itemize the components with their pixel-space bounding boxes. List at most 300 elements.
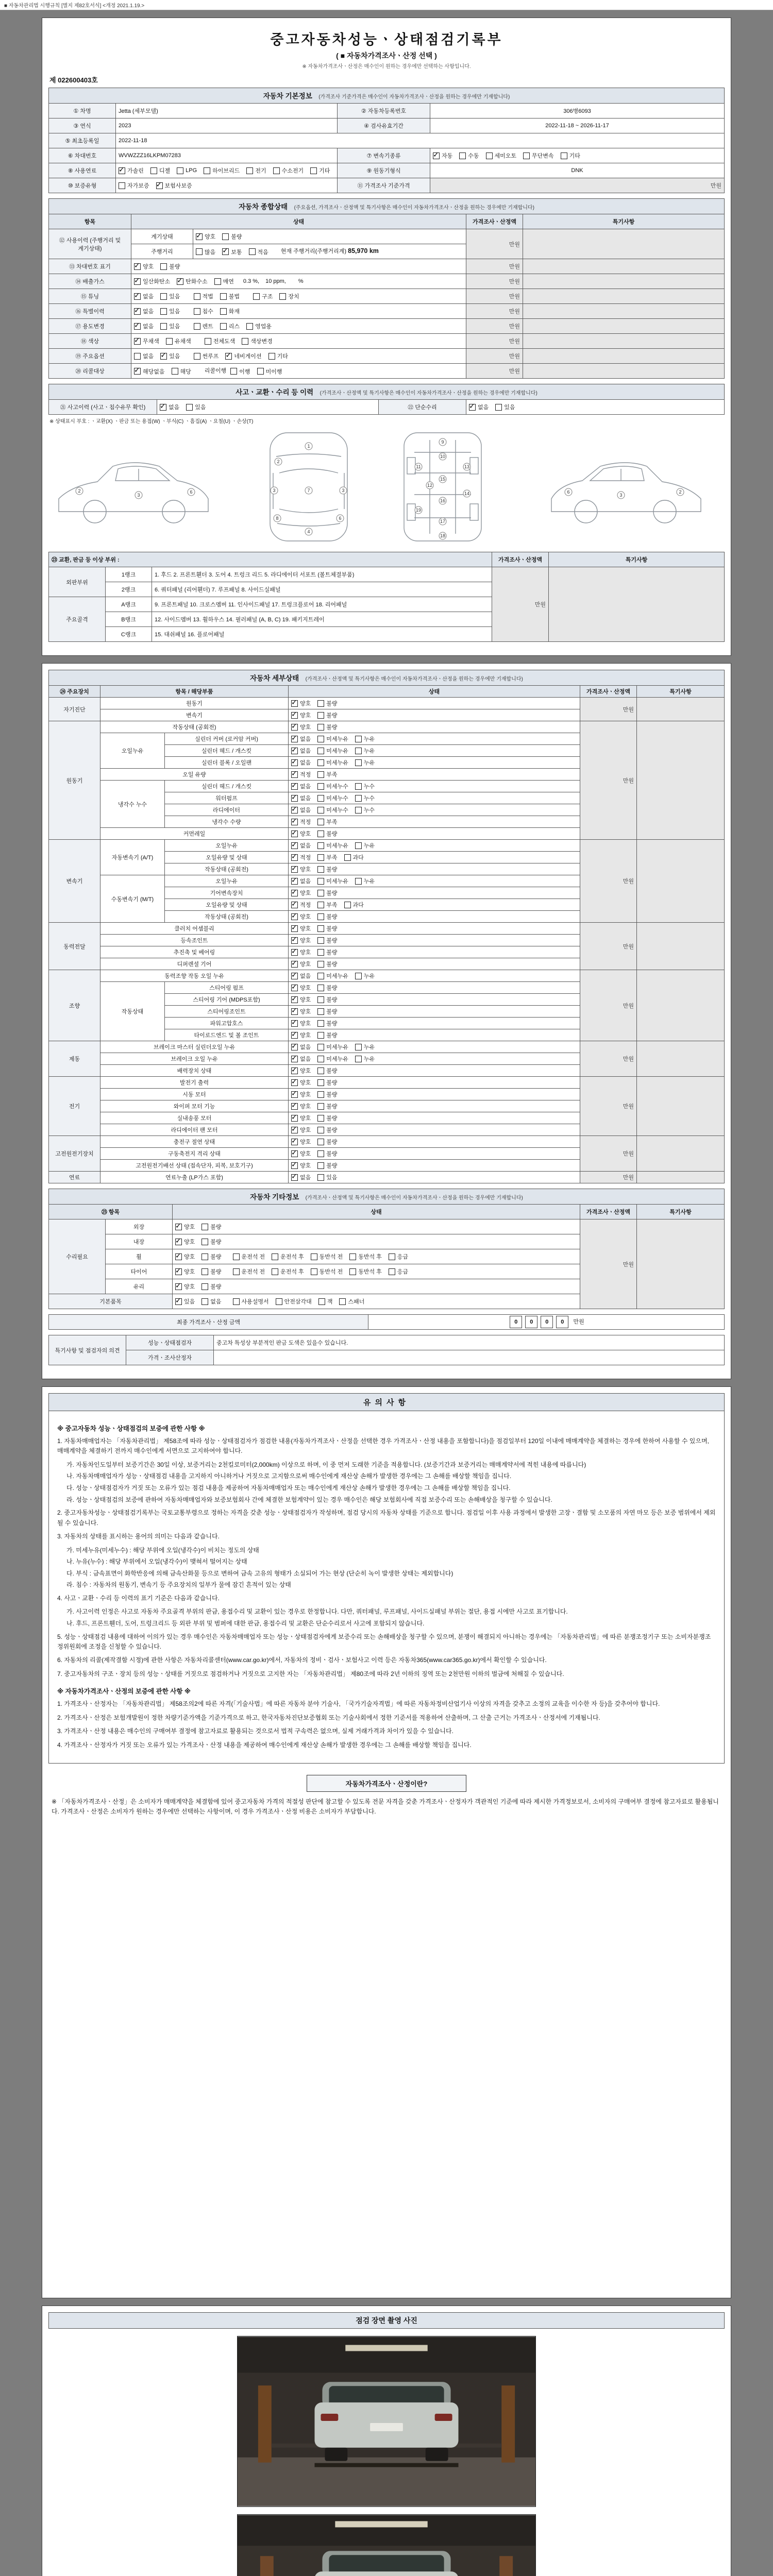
unchecked-box-icon[interactable]: [246, 323, 253, 330]
unchecked-box-icon[interactable]: [355, 842, 362, 849]
checkbox-option-있음[interactable]: [160, 352, 180, 360]
unchecked-box-icon[interactable]: [279, 293, 286, 300]
checkbox-option-없음[interactable]: [160, 403, 179, 411]
unchecked-box-icon[interactable]: [276, 1298, 282, 1305]
checkbox-option-세미오토[interactable]: [486, 151, 517, 160]
unchecked-box-icon[interactable]: [242, 338, 248, 345]
checkbox-option-해당없음[interactable]: [134, 367, 165, 376]
checkbox-option-미세누유[interactable]: [317, 1055, 348, 1063]
unchecked-box-icon[interactable]: [339, 1298, 346, 1305]
checkbox-option-동반석 전[interactable]: [311, 1252, 343, 1261]
checkbox-option-전체도색[interactable]: [205, 337, 236, 345]
unchecked-box-icon[interactable]: [233, 1268, 240, 1275]
checkbox-option-부족[interactable]: [317, 818, 337, 826]
unchecked-box-icon[interactable]: [317, 712, 324, 719]
checkbox-option-과다[interactable]: [344, 901, 364, 909]
unchecked-box-icon[interactable]: [273, 167, 280, 174]
checked-box-icon[interactable]: [175, 1268, 182, 1275]
checked-box-icon[interactable]: [291, 819, 298, 825]
checkbox-option-양호[interactable]: [175, 1238, 195, 1246]
checkbox-option-양호[interactable]: [291, 1102, 311, 1110]
checkbox-option-양호[interactable]: [175, 1282, 195, 1291]
checked-box-icon[interactable]: [291, 937, 298, 944]
unchecked-box-icon[interactable]: [166, 338, 173, 345]
checkbox-option-미세누유[interactable]: [317, 877, 348, 885]
checkbox-option-LPG[interactable]: [177, 167, 197, 174]
checkbox-option-불량[interactable]: [317, 1126, 337, 1134]
unchecked-box-icon[interactable]: [134, 353, 141, 360]
unchecked-box-icon[interactable]: [355, 807, 362, 814]
checkbox-option-적정[interactable]: [291, 901, 311, 909]
unchecked-box-icon[interactable]: [349, 1268, 356, 1275]
checked-box-icon[interactable]: [291, 878, 298, 885]
checked-box-icon[interactable]: [175, 1283, 182, 1290]
checkbox-option-없음[interactable]: [291, 758, 311, 767]
checkbox-option-적정[interactable]: [291, 770, 311, 778]
unchecked-box-icon[interactable]: [253, 293, 260, 300]
checkbox-option-양호[interactable]: [291, 699, 311, 707]
unchecked-box-icon[interactable]: [317, 878, 324, 885]
unchecked-box-icon[interactable]: [233, 1253, 240, 1260]
unchecked-box-icon[interactable]: [201, 1253, 208, 1260]
checked-box-icon[interactable]: [291, 1056, 298, 1062]
unchecked-box-icon[interactable]: [160, 263, 167, 270]
checked-box-icon[interactable]: [291, 759, 298, 766]
checkbox-option-적법[interactable]: [194, 292, 213, 300]
checkbox-option-운전석 전[interactable]: [233, 1267, 265, 1276]
checkbox-option-양호[interactable]: [291, 948, 311, 956]
unchecked-box-icon[interactable]: [317, 1079, 324, 1086]
unchecked-box-icon[interactable]: [317, 759, 324, 766]
checked-box-icon[interactable]: [291, 1115, 298, 1122]
checkbox-option-수소전기[interactable]: [273, 166, 304, 175]
checkbox-option-불량[interactable]: [201, 1238, 221, 1246]
unchecked-box-icon[interactable]: [317, 854, 324, 861]
checked-box-icon[interactable]: [291, 712, 298, 719]
unchecked-box-icon[interactable]: [317, 1056, 324, 1062]
checkbox-option-양호[interactable]: [175, 1252, 195, 1261]
checkbox-option-부족[interactable]: [317, 901, 337, 909]
checked-box-icon[interactable]: [291, 771, 298, 778]
checkbox-option-자가보증[interactable]: [119, 181, 149, 190]
checkbox-option-네비게이션[interactable]: [225, 352, 261, 360]
unchecked-box-icon[interactable]: [355, 748, 362, 754]
unchecked-box-icon[interactable]: [355, 795, 362, 802]
unchecked-box-icon[interactable]: [317, 890, 324, 896]
checked-box-icon[interactable]: [291, 1008, 298, 1015]
checkbox-option-있음[interactable]: [160, 292, 180, 300]
checkbox-option-하이브리드[interactable]: [204, 166, 240, 175]
checkbox-option-있음[interactable]: [495, 403, 515, 411]
checkbox-option-없음[interactable]: [291, 972, 311, 980]
checkbox-option-리스[interactable]: [220, 322, 240, 330]
checked-box-icon[interactable]: [291, 1032, 298, 1039]
checkbox-option-없음[interactable]: [134, 322, 154, 330]
checkbox-option-양호[interactable]: [196, 232, 215, 241]
unchecked-box-icon[interactable]: [194, 353, 200, 360]
checkbox-option-미세누유[interactable]: [317, 758, 348, 767]
checked-box-icon[interactable]: [291, 795, 298, 802]
checkbox-option-불량[interactable]: [222, 232, 242, 241]
checked-box-icon[interactable]: [134, 368, 141, 375]
unchecked-box-icon[interactable]: [317, 1020, 324, 1027]
checked-box-icon[interactable]: [433, 152, 440, 159]
unchecked-box-icon[interactable]: [201, 1239, 208, 1245]
checkbox-option-불량[interactable]: [317, 723, 337, 731]
unchecked-box-icon[interactable]: [486, 152, 493, 159]
checkbox-option-불량[interactable]: [317, 912, 337, 921]
checkbox-option-안전삼각대[interactable]: [276, 1297, 312, 1306]
checkbox-option-양호[interactable]: [291, 1114, 311, 1122]
unchecked-box-icon[interactable]: [317, 807, 324, 814]
unchecked-box-icon[interactable]: [317, 913, 324, 920]
checkbox-option-양호[interactable]: [291, 829, 311, 838]
checkbox-option-양호[interactable]: [291, 1138, 311, 1146]
checkbox-option-누유[interactable]: [355, 1043, 375, 1051]
checked-box-icon[interactable]: [291, 736, 298, 742]
unchecked-box-icon[interactable]: [344, 902, 351, 908]
unchecked-box-icon[interactable]: [233, 1298, 240, 1305]
unchecked-box-icon[interactable]: [459, 152, 466, 159]
checkbox-option-불량[interactable]: [317, 1031, 337, 1039]
checked-box-icon[interactable]: [291, 1067, 298, 1074]
unchecked-box-icon[interactable]: [317, 1032, 324, 1039]
checkbox-option-불량[interactable]: [201, 1223, 221, 1231]
unchecked-box-icon[interactable]: [201, 1224, 208, 1230]
checkbox-option-양호[interactable]: [175, 1267, 195, 1276]
checkbox-option-색상변경[interactable]: [242, 337, 273, 345]
unchecked-box-icon[interactable]: [249, 248, 256, 255]
checkbox-option-양호[interactable]: [291, 1007, 311, 1015]
unchecked-box-icon[interactable]: [317, 1115, 324, 1122]
checked-box-icon[interactable]: [291, 842, 298, 849]
unchecked-box-icon[interactable]: [317, 700, 324, 707]
checkbox-option-불량[interactable]: [317, 889, 337, 897]
unchecked-box-icon[interactable]: [317, 1103, 324, 1110]
unchecked-box-icon[interactable]: [317, 1067, 324, 1074]
unchecked-box-icon[interactable]: [119, 182, 125, 189]
checkbox-option-불량[interactable]: [201, 1282, 221, 1291]
checkbox-option-있음[interactable]: [186, 403, 206, 411]
checkbox-option-없음[interactable]: [291, 1043, 311, 1051]
unchecked-box-icon[interactable]: [214, 278, 221, 285]
checkbox-option-구조[interactable]: [253, 292, 273, 300]
checkbox-option-누수[interactable]: [355, 782, 375, 790]
unchecked-box-icon[interactable]: [317, 1091, 324, 1098]
checkbox-option-양호[interactable]: [291, 1126, 311, 1134]
unchecked-box-icon[interactable]: [317, 866, 324, 873]
unchecked-box-icon[interactable]: [222, 233, 229, 240]
checkbox-option-해당[interactable]: [172, 367, 191, 376]
checkbox-option-누유[interactable]: [355, 758, 375, 767]
checkbox-option-양호[interactable]: [291, 865, 311, 873]
checkbox-option-무채색[interactable]: [134, 337, 159, 345]
checkbox-option-불량[interactable]: [317, 1102, 337, 1110]
checked-box-icon[interactable]: [291, 866, 298, 873]
checkbox-option-누유[interactable]: [355, 972, 375, 980]
checkbox-option-미세누유[interactable]: [317, 972, 348, 980]
checkbox-option-매연[interactable]: [214, 277, 234, 285]
checkbox-option-부족[interactable]: [317, 770, 337, 778]
unchecked-box-icon[interactable]: [204, 167, 210, 174]
checkbox-option-스패너[interactable]: [339, 1297, 364, 1306]
checkbox-option-응급[interactable]: [389, 1267, 408, 1276]
checked-box-icon[interactable]: [291, 807, 298, 814]
checkbox-option-이행[interactable]: [230, 367, 250, 376]
unchecked-box-icon[interactable]: [268, 353, 275, 360]
unchecked-box-icon[interactable]: [317, 771, 324, 778]
checked-box-icon[interactable]: [291, 1091, 298, 1098]
checkbox-option-없음[interactable]: [291, 794, 311, 802]
checkbox-option-누수[interactable]: [355, 806, 375, 814]
unchecked-box-icon[interactable]: [311, 1253, 317, 1260]
checkbox-option-전기[interactable]: [246, 166, 266, 175]
checkbox-option-미세누유[interactable]: [317, 747, 348, 755]
checked-box-icon[interactable]: [175, 1253, 182, 1260]
checked-box-icon[interactable]: [160, 404, 166, 411]
checked-box-icon[interactable]: [291, 1103, 298, 1110]
checkbox-option-미세누유[interactable]: [317, 1043, 348, 1051]
checkbox-option-없음[interactable]: [291, 735, 311, 743]
checkbox-option-양호[interactable]: [291, 723, 311, 731]
checked-box-icon[interactable]: [156, 182, 163, 189]
checked-box-icon[interactable]: [134, 308, 141, 315]
checkbox-option-미세누수[interactable]: [317, 806, 348, 814]
checkbox-option-운전석 전[interactable]: [233, 1252, 265, 1261]
checkbox-option-누유[interactable]: [355, 841, 375, 850]
checkbox-option-양호[interactable]: [291, 1161, 311, 1170]
checkbox-option-화재[interactable]: [220, 307, 240, 315]
checked-box-icon[interactable]: [291, 925, 298, 932]
checked-box-icon[interactable]: [160, 353, 167, 360]
unchecked-box-icon[interactable]: [355, 759, 362, 766]
checkbox-option-동반석 후[interactable]: [349, 1267, 382, 1276]
unchecked-box-icon[interactable]: [317, 1150, 324, 1157]
checkbox-option-불량[interactable]: [201, 1267, 221, 1276]
checkbox-option-없음[interactable]: [291, 841, 311, 850]
checked-box-icon[interactable]: [291, 1044, 298, 1050]
checked-box-icon[interactable]: [177, 278, 183, 285]
checkbox-option-양호[interactable]: [291, 711, 311, 719]
checkbox-option-누유[interactable]: [355, 735, 375, 743]
unchecked-box-icon[interactable]: [201, 1298, 208, 1305]
checked-box-icon[interactable]: [291, 1162, 298, 1169]
checkbox-option-불량[interactable]: [317, 948, 337, 956]
unchecked-box-icon[interactable]: [196, 248, 203, 255]
unchecked-box-icon[interactable]: [355, 878, 362, 885]
checkbox-option-불량[interactable]: [201, 1252, 221, 1261]
checkbox-option-운전석 후[interactable]: [272, 1252, 304, 1261]
checked-box-icon[interactable]: [291, 973, 298, 979]
checkbox-option-응급[interactable]: [389, 1252, 408, 1261]
checked-box-icon[interactable]: [175, 1239, 182, 1245]
unchecked-box-icon[interactable]: [194, 323, 200, 330]
checkbox-option-유채색[interactable]: [166, 337, 191, 345]
checkbox-option-양호[interactable]: [291, 1031, 311, 1039]
checkbox-option-양호[interactable]: [134, 262, 154, 270]
unchecked-box-icon[interactable]: [523, 152, 530, 159]
unchecked-box-icon[interactable]: [230, 368, 237, 375]
unchecked-box-icon[interactable]: [317, 985, 324, 991]
checked-box-icon[interactable]: [134, 338, 141, 345]
unchecked-box-icon[interactable]: [310, 167, 317, 174]
checkbox-option-침수[interactable]: [194, 307, 213, 315]
checkbox-option-없음[interactable]: [134, 307, 154, 315]
unchecked-box-icon[interactable]: [317, 736, 324, 742]
unchecked-box-icon[interactable]: [349, 1253, 356, 1260]
checkbox-option-장치[interactable]: [279, 292, 299, 300]
unchecked-box-icon[interactable]: [355, 973, 362, 979]
checkbox-option-없음[interactable]: [134, 292, 154, 300]
unchecked-box-icon[interactable]: [317, 1127, 324, 1133]
checked-box-icon[interactable]: [291, 949, 298, 956]
checked-box-icon[interactable]: [469, 404, 476, 411]
checkbox-option-썬루프[interactable]: [194, 352, 219, 360]
checkbox-option-양호[interactable]: [291, 936, 311, 944]
checkbox-option-불량[interactable]: [160, 262, 180, 270]
checked-box-icon[interactable]: [291, 1150, 298, 1157]
checkbox-option-양호[interactable]: [291, 1066, 311, 1075]
unchecked-box-icon[interactable]: [317, 795, 324, 802]
unchecked-box-icon[interactable]: [194, 293, 200, 300]
checkbox-option-많음[interactable]: [196, 248, 215, 256]
unchecked-box-icon[interactable]: [186, 404, 193, 411]
checkbox-option-없음[interactable]: [291, 1173, 311, 1181]
unchecked-box-icon[interactable]: [561, 152, 567, 159]
checkbox-option-양호[interactable]: [291, 1090, 311, 1098]
unchecked-box-icon[interactable]: [317, 937, 324, 944]
checked-box-icon[interactable]: [175, 1298, 182, 1305]
checkbox-option-불량[interactable]: [317, 1149, 337, 1158]
unchecked-box-icon[interactable]: [389, 1253, 395, 1260]
checkbox-option-없음[interactable]: [291, 782, 311, 790]
unchecked-box-icon[interactable]: [317, 748, 324, 754]
checkbox-option-있음[interactable]: [160, 307, 180, 315]
checkbox-option-미세누수[interactable]: [317, 782, 348, 790]
unchecked-box-icon[interactable]: [194, 308, 200, 315]
checked-box-icon[interactable]: [291, 996, 298, 1003]
checked-box-icon[interactable]: [134, 263, 141, 270]
unchecked-box-icon[interactable]: [272, 1268, 278, 1275]
checked-box-icon[interactable]: [291, 890, 298, 896]
checkbox-option-불량[interactable]: [317, 1066, 337, 1075]
unchecked-box-icon[interactable]: [220, 308, 227, 315]
checkbox-option-불량[interactable]: [317, 960, 337, 968]
checkbox-option-없음[interactable]: [134, 352, 154, 360]
unchecked-box-icon[interactable]: [317, 902, 324, 908]
checkbox-option-양호[interactable]: [291, 912, 311, 921]
unchecked-box-icon[interactable]: [317, 973, 324, 979]
unchecked-box-icon[interactable]: [317, 996, 324, 1003]
checkbox-option-불량[interactable]: [317, 984, 337, 992]
checkbox-option-양호[interactable]: [291, 995, 311, 1004]
checked-box-icon[interactable]: [291, 854, 298, 861]
checkbox-option-수동[interactable]: [459, 151, 479, 160]
checkbox-option-적정[interactable]: [291, 818, 311, 826]
checkbox-option-미세누유[interactable]: [317, 735, 348, 743]
checkbox-option-보험사보증[interactable]: [156, 181, 192, 190]
checkbox-option-있음[interactable]: [317, 1173, 337, 1181]
checked-box-icon[interactable]: [134, 323, 141, 330]
checkbox-option-디젤[interactable]: [150, 166, 170, 175]
checkbox-option-동반석 전[interactable]: [311, 1267, 343, 1276]
checkbox-option-불법[interactable]: [220, 292, 240, 300]
checkbox-option-누유[interactable]: [355, 877, 375, 885]
unchecked-box-icon[interactable]: [177, 167, 183, 174]
unchecked-box-icon[interactable]: [355, 783, 362, 790]
unchecked-box-icon[interactable]: [389, 1268, 395, 1275]
checkbox-option-과다[interactable]: [344, 853, 364, 861]
unchecked-box-icon[interactable]: [205, 338, 211, 345]
checkbox-option-없음[interactable]: [469, 403, 489, 411]
unchecked-box-icon[interactable]: [317, 949, 324, 956]
checked-box-icon[interactable]: [291, 748, 298, 754]
unchecked-box-icon[interactable]: [311, 1268, 317, 1275]
unchecked-box-icon[interactable]: [160, 323, 167, 330]
unchecked-box-icon[interactable]: [317, 724, 324, 731]
unchecked-box-icon[interactable]: [150, 167, 157, 174]
unchecked-box-icon[interactable]: [317, 1044, 324, 1050]
checkbox-option-렌트[interactable]: [194, 322, 213, 330]
checked-box-icon[interactable]: [291, 724, 298, 731]
checked-box-icon[interactable]: [291, 831, 298, 837]
checkbox-option-불량[interactable]: [317, 924, 337, 933]
checked-box-icon[interactable]: [291, 1079, 298, 1086]
checkbox-option-불량[interactable]: [317, 1138, 337, 1146]
checkbox-option-기타[interactable]: [310, 166, 330, 175]
unchecked-box-icon[interactable]: [201, 1268, 208, 1275]
checked-box-icon[interactable]: [291, 1174, 298, 1181]
checkbox-option-불량[interactable]: [317, 865, 337, 873]
checkbox-option-불량[interactable]: [317, 829, 337, 838]
checked-box-icon[interactable]: [222, 248, 229, 255]
unchecked-box-icon[interactable]: [355, 736, 362, 742]
checkbox-option-미세누유[interactable]: [317, 841, 348, 850]
checkbox-option-적정[interactable]: [291, 853, 311, 861]
checked-box-icon[interactable]: [291, 902, 298, 908]
checkbox-option-누유[interactable]: [355, 747, 375, 755]
checkbox-option-무단변속[interactable]: [523, 151, 554, 160]
checkbox-option-양호[interactable]: [291, 1078, 311, 1087]
unchecked-box-icon[interactable]: [201, 1283, 208, 1290]
checkbox-option-동반석 후[interactable]: [349, 1252, 382, 1261]
checkbox-option-사용설명서[interactable]: [233, 1297, 269, 1306]
checkbox-option-잭[interactable]: [318, 1297, 333, 1306]
checkbox-option-양호[interactable]: [291, 1149, 311, 1158]
unchecked-box-icon[interactable]: [317, 819, 324, 825]
checkbox-option-불량[interactable]: [317, 1161, 337, 1170]
checkbox-option-불량[interactable]: [317, 936, 337, 944]
checkbox-option-불량[interactable]: [317, 711, 337, 719]
checkbox-option-탄화수소[interactable]: [177, 277, 208, 285]
unchecked-box-icon[interactable]: [317, 1008, 324, 1015]
checkbox-option-불량[interactable]: [317, 699, 337, 707]
unchecked-box-icon[interactable]: [257, 368, 264, 375]
checkbox-option-불량[interactable]: [317, 1114, 337, 1122]
checkbox-option-누유[interactable]: [355, 1055, 375, 1063]
checkbox-option-불량[interactable]: [317, 1019, 337, 1027]
unchecked-box-icon[interactable]: [317, 1139, 324, 1145]
checkbox-option-운전석 후[interactable]: [272, 1267, 304, 1276]
checkbox-option-불량[interactable]: [317, 1090, 337, 1098]
unchecked-box-icon[interactable]: [317, 1174, 324, 1181]
checked-box-icon[interactable]: [134, 293, 141, 300]
checkbox-option-불량[interactable]: [317, 1078, 337, 1087]
unchecked-box-icon[interactable]: [246, 167, 253, 174]
checkbox-option-있음[interactable]: [160, 322, 180, 330]
checkbox-option-일산화탄소[interactable]: [134, 277, 170, 285]
checkbox-option-적음[interactable]: [249, 248, 268, 256]
